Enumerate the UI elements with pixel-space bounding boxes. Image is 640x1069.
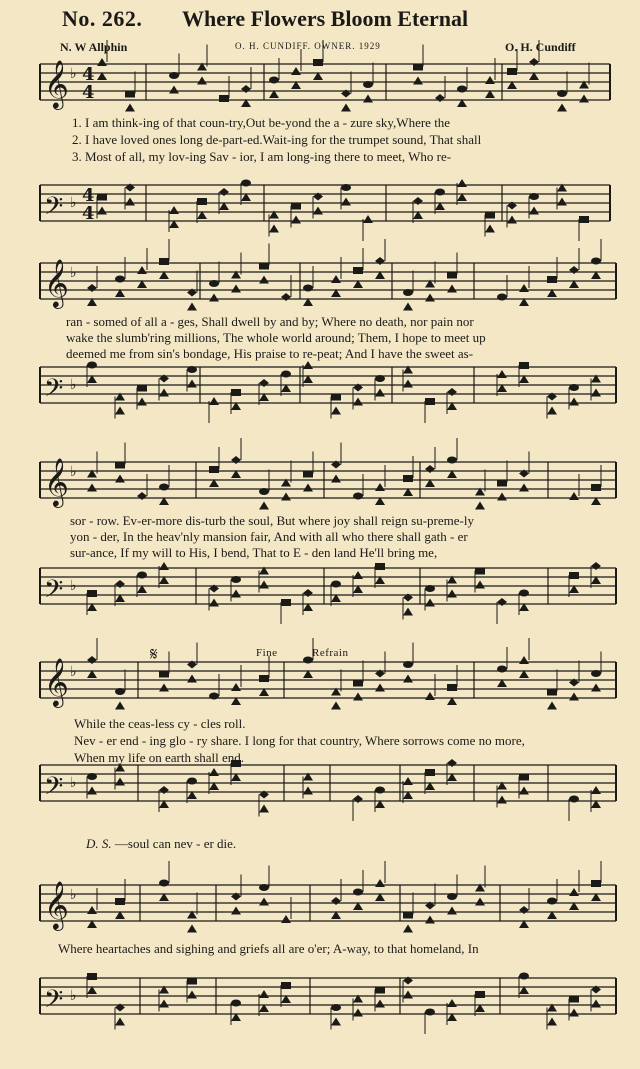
shape-note xyxy=(569,888,579,896)
shape-note xyxy=(569,492,579,500)
shape-note xyxy=(87,362,97,369)
lyric-line: Nev - er end - ing glo - ry share. I long for that country, Where sorrows come no more, xyxy=(74,733,525,748)
shape-note xyxy=(375,879,385,887)
shape-note xyxy=(353,493,363,500)
shape-note xyxy=(187,675,197,683)
bass-clef: 𝄢 xyxy=(44,985,64,1020)
shape-note xyxy=(425,465,435,473)
shape-note xyxy=(403,675,413,683)
shape-note xyxy=(241,180,251,187)
shape-note xyxy=(591,786,601,794)
lyric-line: sur-ance, If my will to His, I bend, That to E - den land He'll bring me, xyxy=(70,545,438,560)
bass-clef: 𝄢 xyxy=(44,575,64,610)
shape-note xyxy=(497,666,507,673)
shape-note xyxy=(447,684,457,691)
shape-note xyxy=(159,786,169,794)
shape-note xyxy=(259,263,269,270)
shape-note xyxy=(591,670,601,677)
hymn-number: No. 262. xyxy=(62,6,143,31)
shape-note xyxy=(447,893,457,900)
shape-note xyxy=(547,898,557,905)
shape-note xyxy=(591,258,601,265)
refrain-marking: Refrain xyxy=(312,647,349,659)
shape-note xyxy=(425,398,435,405)
shape-note xyxy=(547,1018,557,1026)
shape-note xyxy=(137,266,147,274)
flat-sign: ♭ xyxy=(70,664,77,680)
shape-note xyxy=(115,276,125,283)
shape-note xyxy=(425,692,435,700)
shape-note xyxy=(413,197,423,205)
shape-note xyxy=(457,86,467,93)
shape-note xyxy=(353,889,363,896)
shape-note xyxy=(209,693,219,700)
shape-note xyxy=(497,796,507,804)
shape-note xyxy=(529,58,539,66)
shape-note xyxy=(303,589,313,597)
shape-note xyxy=(259,276,269,284)
shape-note xyxy=(569,572,579,579)
shape-note xyxy=(269,77,279,84)
shape-note xyxy=(475,898,485,906)
shape-note xyxy=(375,375,385,382)
shape-note xyxy=(115,580,125,588)
shape-note xyxy=(187,978,197,985)
shape-note xyxy=(115,1018,125,1026)
shape-note xyxy=(457,179,467,187)
shape-note xyxy=(87,590,97,597)
shape-note xyxy=(259,581,269,589)
flat-sign: ♭ xyxy=(70,578,77,594)
shape-note xyxy=(125,104,135,112)
treble-clef: 𝄞 xyxy=(44,59,69,108)
shape-note xyxy=(87,484,97,492)
shape-note xyxy=(231,456,241,464)
shape-note xyxy=(569,996,579,1003)
shape-note xyxy=(97,207,107,215)
shape-note xyxy=(169,86,179,94)
shape-note xyxy=(447,285,457,293)
shape-note xyxy=(341,184,351,191)
shape-note xyxy=(331,897,341,905)
lyric-line: When my life on earth shall end. xyxy=(74,750,245,765)
shape-note xyxy=(375,684,385,692)
shape-note xyxy=(519,787,529,795)
shape-note xyxy=(159,1000,169,1008)
shape-note xyxy=(435,189,445,196)
shape-note xyxy=(159,880,169,887)
shape-note xyxy=(209,466,219,473)
shape-note xyxy=(485,76,495,84)
lyric-line: wake the slumb'ring millions, The whole world around; Them, I hope to meet up xyxy=(66,330,486,345)
shape-note xyxy=(507,216,517,224)
shape-note xyxy=(341,198,351,206)
shape-note xyxy=(519,906,529,914)
shape-note xyxy=(497,294,507,301)
time-signature: 4 xyxy=(82,203,95,224)
shape-note xyxy=(115,475,125,483)
copyright: O. H. CUNDIFF. OWNER. 1929 xyxy=(235,41,381,51)
shape-note xyxy=(475,502,485,510)
shape-note xyxy=(341,104,351,112)
shape-note xyxy=(197,77,207,85)
shape-note xyxy=(87,973,97,980)
shape-note xyxy=(115,702,125,710)
time-signature: 4 xyxy=(82,185,95,206)
shape-note xyxy=(115,688,125,695)
shape-note xyxy=(547,702,557,710)
shape-note xyxy=(425,916,435,924)
shape-note xyxy=(375,1000,385,1008)
shape-note xyxy=(231,1000,241,1007)
flat-sign: ♭ xyxy=(70,195,77,211)
shape-note xyxy=(353,693,363,701)
shape-note xyxy=(209,397,219,405)
shape-note xyxy=(413,64,423,71)
lyric-line: Where heartaches and sighing and griefs all are o'er; A-way, to that homeland, In xyxy=(58,941,479,956)
shape-note xyxy=(353,267,363,274)
shape-note xyxy=(281,915,291,923)
shape-note xyxy=(375,483,385,491)
flat-sign: ♭ xyxy=(70,775,77,791)
shape-note xyxy=(241,85,251,93)
shape-note xyxy=(281,371,291,378)
shape-note xyxy=(159,671,169,678)
shape-note xyxy=(115,898,125,905)
shape-note xyxy=(97,58,107,66)
shape-note xyxy=(209,280,219,287)
shape-note xyxy=(209,294,219,302)
shape-note xyxy=(159,684,169,692)
shape-note xyxy=(209,768,219,776)
shape-note xyxy=(87,787,97,795)
shape-note xyxy=(331,275,341,283)
shape-note xyxy=(579,95,589,103)
flat-sign: ♭ xyxy=(70,66,77,82)
shape-note xyxy=(115,778,125,786)
shape-note xyxy=(115,407,125,415)
shape-note xyxy=(569,1009,579,1017)
shape-note xyxy=(403,777,413,785)
shape-note xyxy=(137,398,147,406)
shape-note xyxy=(475,568,485,575)
shape-note xyxy=(519,973,529,980)
shape-note xyxy=(219,188,229,196)
shape-note xyxy=(569,266,579,274)
shape-note xyxy=(187,303,197,311)
lyric-line: 3. Most of all, my lov-ing Sav - ior, I am long-ing there to meet, Who re- xyxy=(72,149,452,164)
shape-note xyxy=(209,599,219,607)
lyric-line: ran - somed of all a - ges, Shall dwell by and by; Where no death, nor pain nor xyxy=(66,314,474,329)
shape-note xyxy=(353,1009,363,1017)
shape-note xyxy=(187,380,197,388)
shape-note xyxy=(331,394,341,401)
shape-note xyxy=(231,907,241,915)
shape-note xyxy=(425,585,435,592)
shape-note xyxy=(569,796,579,803)
shape-note xyxy=(231,683,241,691)
shape-note xyxy=(159,562,169,570)
shape-note xyxy=(313,207,323,215)
shape-note xyxy=(353,398,363,406)
shape-note xyxy=(281,982,291,989)
shape-note xyxy=(591,880,601,887)
lyric-line: 1. I am think-ing of that coun-try,Out be-yond the a - zure sky,Where the xyxy=(72,115,451,130)
shape-note xyxy=(447,388,457,396)
ds-label: D. S. xyxy=(86,836,112,851)
shape-note xyxy=(197,198,207,205)
flat-sign: ♭ xyxy=(70,887,77,903)
shape-note xyxy=(529,207,539,215)
shape-note xyxy=(259,379,269,387)
shape-note xyxy=(485,212,495,219)
shape-note xyxy=(375,787,385,794)
shape-note xyxy=(231,590,241,598)
treble-clef: 𝄞 xyxy=(44,457,69,506)
shape-note xyxy=(187,778,197,785)
shape-note xyxy=(403,303,413,311)
shape-note xyxy=(519,656,529,664)
shape-note xyxy=(331,581,341,588)
bass-clef: 𝄢 xyxy=(44,374,64,409)
shape-note xyxy=(557,90,567,97)
shape-note xyxy=(331,407,341,415)
shape-note xyxy=(475,581,485,589)
shape-note xyxy=(169,72,179,79)
treble-clef: 𝄞 xyxy=(44,657,69,706)
shape-note xyxy=(447,457,457,464)
shape-note xyxy=(187,366,197,373)
shape-note xyxy=(259,884,269,891)
shape-note xyxy=(363,215,373,223)
shape-note xyxy=(375,987,385,994)
shape-note xyxy=(137,492,147,500)
shape-note xyxy=(375,389,385,397)
shape-note xyxy=(281,293,291,301)
shape-note xyxy=(303,471,313,478)
flat-sign: ♭ xyxy=(70,988,77,1004)
shape-note xyxy=(403,289,413,296)
shape-note xyxy=(447,907,457,915)
shape-note xyxy=(591,1000,601,1008)
shape-note xyxy=(137,385,147,392)
shape-note xyxy=(353,795,363,803)
fine-marking: Fine xyxy=(256,647,278,659)
shape-note xyxy=(231,285,241,293)
dal-segno-line xyxy=(86,836,236,852)
shape-note xyxy=(519,774,529,781)
shape-note xyxy=(303,285,313,292)
shape-note xyxy=(591,484,601,491)
ds-text: —soul can nev - er die. xyxy=(114,836,237,851)
shape-note xyxy=(403,661,413,668)
shape-note xyxy=(425,1009,435,1016)
treble-clef: 𝄞 xyxy=(44,880,69,929)
shape-note xyxy=(507,68,517,75)
shape-note xyxy=(159,389,169,397)
shape-note xyxy=(259,805,269,813)
shape-note xyxy=(375,563,385,570)
shape-note xyxy=(353,680,363,687)
shape-note xyxy=(447,590,457,598)
shape-note xyxy=(87,773,97,780)
time-signature: 4 xyxy=(82,64,95,85)
shape-note xyxy=(497,493,507,501)
shape-note xyxy=(187,991,197,999)
shape-note xyxy=(259,488,269,495)
shape-note xyxy=(591,562,601,570)
shape-note xyxy=(363,95,373,103)
shape-note xyxy=(403,608,413,616)
shape-note xyxy=(403,991,413,999)
lyric-line: deemed me from sin's bondage, His praise to re-peat; And I have the sweet as- xyxy=(66,346,474,361)
shape-note xyxy=(529,193,539,200)
shape-note xyxy=(87,284,97,292)
shape-note xyxy=(547,689,557,696)
shape-note xyxy=(331,1004,341,1011)
shape-note xyxy=(291,203,301,210)
shape-note xyxy=(259,502,269,510)
shape-note xyxy=(403,912,413,919)
shape-note xyxy=(303,361,313,369)
composer: O. H. Cundiff xyxy=(505,40,576,54)
flat-sign: ♭ xyxy=(70,377,77,393)
shape-note xyxy=(519,362,529,369)
lyric-line: yon - der, In the heav'nly mansion fair, And with all who there shall gath - er xyxy=(70,529,468,544)
treble-clef: 𝄞 xyxy=(44,258,69,307)
shape-note xyxy=(303,787,313,795)
shape-note xyxy=(331,1018,341,1026)
shape-note xyxy=(97,194,107,201)
shape-note xyxy=(219,95,229,102)
shape-note xyxy=(475,991,485,998)
flat-sign: ♭ xyxy=(70,265,77,281)
shape-note xyxy=(425,294,435,302)
shape-note xyxy=(403,380,413,388)
shape-note xyxy=(231,576,241,583)
shape-note xyxy=(497,598,507,606)
shape-note xyxy=(259,990,269,998)
shape-note xyxy=(497,370,507,378)
shape-note xyxy=(303,484,313,492)
shape-note xyxy=(259,898,269,906)
shape-note xyxy=(547,276,557,283)
shape-note xyxy=(137,572,147,579)
shape-note xyxy=(331,475,341,483)
bass-clef: 𝄢 xyxy=(44,192,64,227)
time-signature: 4 xyxy=(82,82,95,103)
shape-note xyxy=(519,484,529,492)
shape-note xyxy=(425,769,435,776)
shape-note xyxy=(435,94,445,102)
hymn-title: Where Flowers Bloom Eternal xyxy=(182,6,469,31)
shape-note xyxy=(569,398,579,406)
shape-note xyxy=(591,389,601,397)
shape-note xyxy=(485,225,495,233)
shape-note xyxy=(375,257,385,265)
shape-note xyxy=(363,81,373,88)
shape-note xyxy=(115,462,125,469)
shape-note xyxy=(403,925,413,933)
shape-note xyxy=(425,599,435,607)
shape-note xyxy=(291,67,301,75)
shape-note xyxy=(403,475,413,482)
segno-sign: 𝄋 xyxy=(150,644,159,664)
shape-note xyxy=(291,216,301,224)
shape-note xyxy=(579,216,589,223)
lyricist: N. W Allphin xyxy=(60,40,128,54)
shape-note xyxy=(281,493,291,501)
shape-note xyxy=(353,571,363,579)
shape-note xyxy=(519,590,529,597)
shape-note xyxy=(169,206,179,214)
shape-note xyxy=(159,484,169,491)
bass-clef: 𝄢 xyxy=(44,772,64,807)
flat-sign: ♭ xyxy=(70,464,77,480)
shape-note xyxy=(447,999,457,1007)
shape-note xyxy=(259,675,269,682)
shape-note xyxy=(87,656,97,664)
shape-note xyxy=(519,284,529,292)
shape-note xyxy=(313,59,323,66)
shape-note xyxy=(159,258,169,265)
shape-note xyxy=(413,77,423,85)
shape-note xyxy=(557,198,567,206)
shape-note xyxy=(569,693,579,701)
shape-note xyxy=(87,906,97,914)
shape-note xyxy=(547,407,557,415)
shape-note xyxy=(447,272,457,279)
shape-note xyxy=(591,684,601,692)
shape-note xyxy=(557,104,567,112)
shape-note xyxy=(331,702,341,710)
shape-note xyxy=(125,198,135,206)
shape-note xyxy=(569,384,579,391)
shape-note xyxy=(231,389,241,396)
lyric-line: While the ceas-less cy - cles roll. xyxy=(74,716,246,731)
lyric-line: 2. I have loved ones long de-part-ed.Wait-ing for the trumpet sound, That shall xyxy=(72,132,482,147)
shape-note xyxy=(497,480,507,487)
shape-note xyxy=(447,759,457,767)
shape-note xyxy=(269,225,279,233)
shape-note xyxy=(125,91,135,98)
lyric-line: sor - row. Ev-er-more dis-turb the soul, But where joy shall reign su-preme-ly xyxy=(70,513,474,528)
shape-note xyxy=(187,925,197,933)
shape-note xyxy=(281,599,291,606)
